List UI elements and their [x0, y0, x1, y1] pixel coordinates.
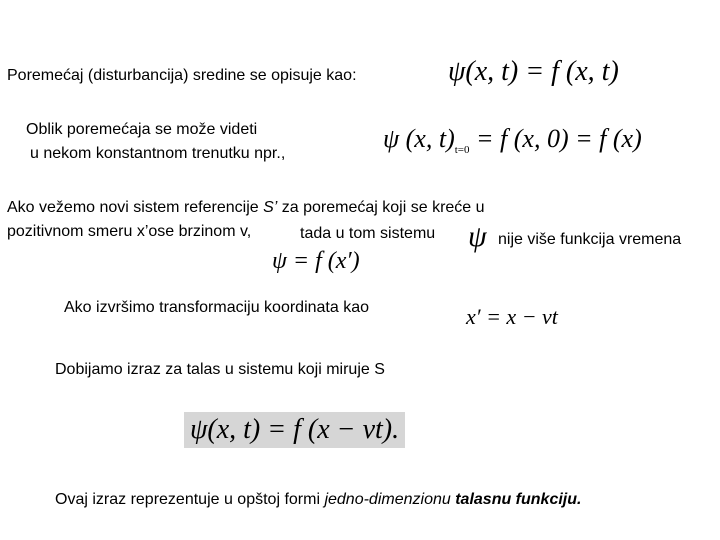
reference-text-line3: tada u tom sistemu: [300, 225, 436, 242]
shape-text-line1: Oblik poremećaja se može videti: [26, 121, 258, 138]
wave-function-term: talasnu funkciju.: [455, 491, 582, 508]
snapshot-formula: [383, 124, 642, 156]
conclusion-text: Ovaj izraz reprezentuje u opštoj formi jedno-dimenzionu talasnu funkciju.: [55, 491, 582, 508]
one-dimensional-term: jedno-dimenzionu: [324, 491, 451, 508]
reference-text-line4: nije više funkcija vremena: [498, 231, 682, 248]
transformation-formula: x′ = x − vt: [466, 304, 558, 329]
reference-text-line2: pozitivnom smeru x’ose brzinom v,: [7, 223, 252, 240]
psi-symbol: ψ: [468, 220, 487, 253]
transformation-text: Ako izvršimo transformaciju koordinata kao: [64, 299, 370, 316]
snapshot-formula-rhs: = f (x, 0) = f (x): [476, 124, 642, 153]
intro-text: Poremećaj (disturbancija) sredine se opisuje kao:: [7, 67, 357, 84]
moving-frame-formula: ψ = f (x′): [272, 248, 360, 274]
snapshot-formula-subscript: t=0: [454, 144, 470, 156]
reference-text-line1: Ako vežemo novi sistem referencije S’ za poremećaj koji se kreće u: [7, 199, 485, 216]
frame-s-prime: S’: [263, 199, 278, 216]
shape-text-line2: u nekom konstantnom trenutku npr.,: [30, 145, 286, 162]
wave-equation-boxed: ψ(x, t) = f (x − vt).: [184, 412, 405, 448]
snapshot-formula-lhs: ψ (x, t): [383, 124, 455, 153]
wave-function-formula: ψ(x, t) = f (x, t): [448, 56, 619, 87]
rest-frame-text: Dobijamo izraz za talas u sistemu koji miruje S: [55, 361, 385, 378]
